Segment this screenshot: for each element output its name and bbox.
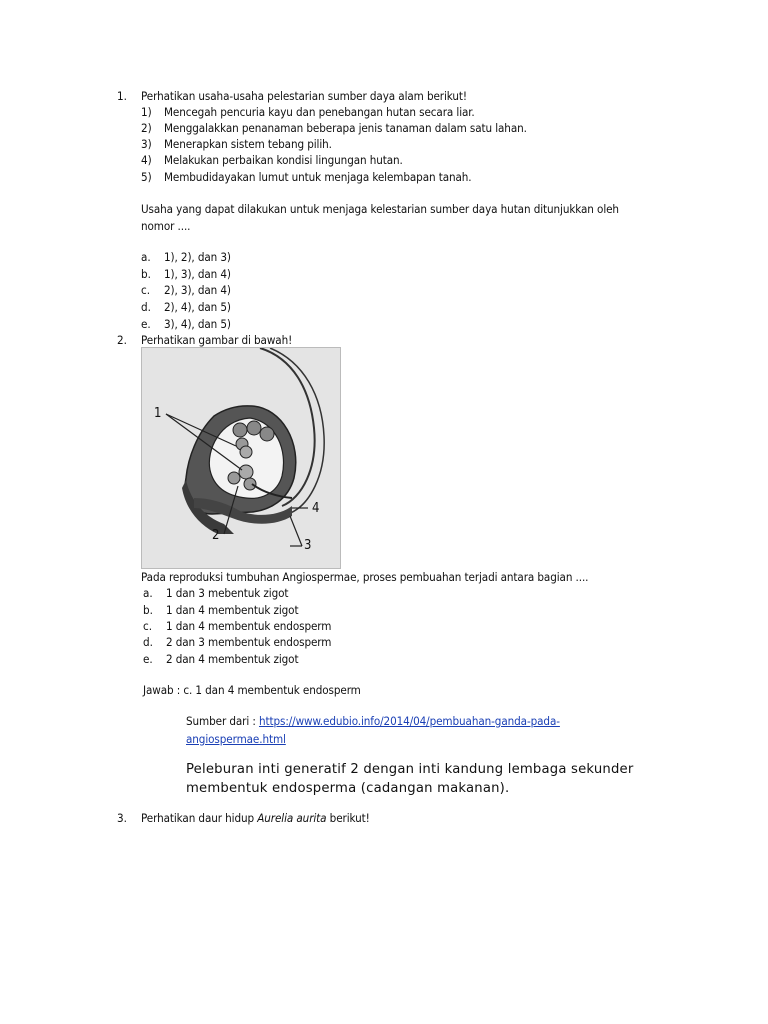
q2-number: 2. [117,333,127,347]
q2-option-letter: d. [143,635,153,649]
q2-question: Pada reproduksi tumbuhan Angiospermae, proses pembuahan terjadi antara bagian .... [141,570,589,584]
q3-number: 3. [117,811,127,825]
q1-option-text: 1), 2), dan 3) [164,250,231,264]
q2-option-text: 1 dan 4 membentuk zigot [166,603,299,617]
q1-item-text: Melakukan perbaikan kondisi lingungan hutan. [164,153,403,167]
q2-option-text: 2 dan 3 membentuk endosperm [166,635,332,649]
q1-item-number: 2) [141,121,152,135]
explanation-line: Peleburan inti generatif 2 dengan inti kandung lembaga sekunder [186,762,634,777]
q1-option-letter: c. [141,283,151,297]
q1-option-letter: b. [141,267,151,281]
ovule-diagram [142,348,340,568]
q1-item-text: Mencegah pencuria kayu dan penebangan hutan secara liar. [164,105,475,119]
q1-option-letter: a. [141,250,151,264]
q3-species-name: Aurelia aurita [257,811,327,825]
q2-stem: Perhatikan gambar di bawah! [141,333,293,347]
q1-item-text: Menggalakkan penanaman beberapa jenis tanaman dalam satu lahan. [164,121,527,135]
q3-stem-after: berikut! [326,811,370,825]
ovule-figure [141,347,341,569]
q1-number: 1. [117,89,127,103]
figure-label-4: 4 [312,501,320,516]
q2-option-letter: c. [143,619,153,633]
q2-option-text: 1 dan 3 mebentuk zigot [166,586,289,600]
q1-item-number: 3) [141,137,152,151]
q1-item-number: 4) [141,153,152,167]
q1-question-line: Usaha yang dapat dilakukan untuk menjaga kelestarian sumber daya hutan ditunjukkan oleh [141,202,619,216]
q1-option-text: 3), 4), dan 5) [164,317,231,331]
q1-option-letter: d. [141,300,151,314]
q1-stem: Perhatikan usaha-usaha pelestarian sumber daya alam berikut! [141,89,467,103]
explanation-line: membentuk endosperma (cadangan makanan). [186,781,510,796]
q3-stem [141,811,370,826]
q1-item-text: Membudidayakan lumut untuk menjaga kelembapan tanah. [164,170,472,184]
source-link-continuation [186,732,286,747]
q2-option-letter: b. [143,603,153,617]
source-label: Sumber dari : [186,714,259,728]
q2-option-letter: a. [143,586,153,600]
q1-item-number: 1) [141,105,152,119]
q1-option-text: 2), 3), dan 4) [164,283,231,297]
source-link[interactable]: https://www.edubio.info/2014/04/pembuahan-ganda-pada- [258,714,560,728]
source-link-line2[interactable]: angiospermae.html [186,732,286,746]
q2-option-text: 1 dan 4 membentuk endosperm [166,619,332,633]
q2-answer: Jawab : c. 1 dan 4 membentuk endosperm [143,683,361,697]
q1-option-letter: e. [141,317,151,331]
q1-option-text: 1), 3), dan 4) [164,267,231,281]
q1-question-line: nomor .... [141,219,191,233]
q3-stem-before: Perhatikan daur hidup [141,811,258,825]
q2-option-letter: e. [143,652,153,666]
q1-option-text: 2), 4), dan 5) [164,300,231,314]
figure-label-3: 3 [304,538,312,553]
q1-item-text: Menerapkan sistem tebang pilih. [164,137,332,151]
q2-option-text: 2 dan 4 membentuk zigot [166,652,299,666]
figure-label-2: 2 [212,528,220,543]
q1-item-number: 5) [141,170,152,184]
source-line [186,714,560,729]
figure-label-1: 1 [154,406,162,421]
